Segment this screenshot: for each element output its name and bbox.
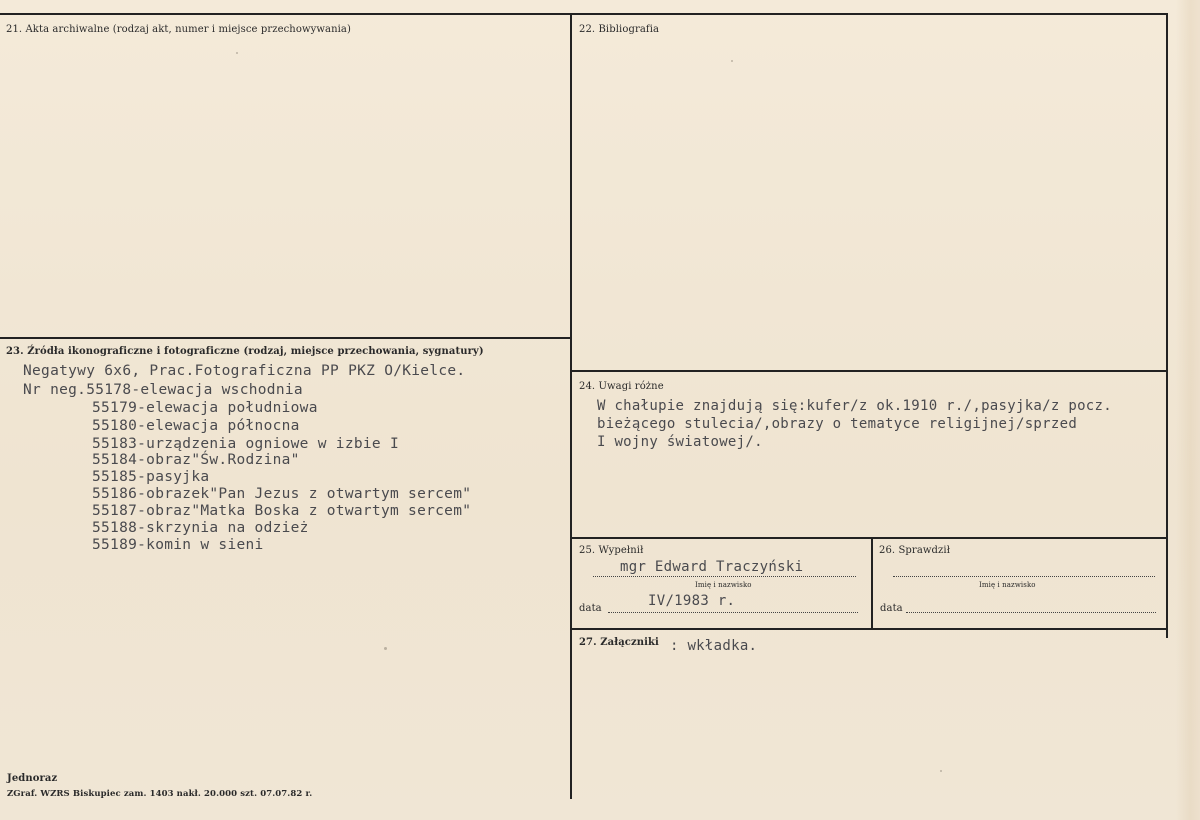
filled-by-date-label: data: [579, 603, 602, 614]
paper-speck: [236, 52, 238, 54]
divider-25-26: [871, 538, 873, 630]
field-23-line-9: 55187-obraz"Matka Boska z otwartym sercem": [92, 503, 472, 519]
filled-by-name: mgr Edward Traczyński: [620, 559, 804, 575]
filled-by-date: IV/1983 r.: [648, 593, 736, 609]
field-22-label: 22. Bibliografia: [579, 24, 660, 35]
rule-section-27: [571, 628, 1168, 630]
field-23-line-10: 55188-skrzynia na odzież: [92, 520, 309, 536]
field-21-label: 21. Akta archiwalne (rodzaj akt, numer i miejsce przechowywania): [6, 24, 351, 35]
checked-by-name-line: [893, 575, 1155, 577]
field-26-label: 26. Sprawdził: [879, 545, 951, 556]
paper-speck: [940, 770, 942, 772]
card-edge: [1176, 0, 1200, 820]
field-24-label: 24. Uwagi różne: [579, 381, 664, 392]
filled-by-date-line: [608, 611, 858, 613]
filled-by-name-line: [593, 575, 856, 577]
field-27-label: 27. Załączniki: [579, 637, 659, 648]
field-23-line-3: 55179-elewacja południowa: [92, 400, 318, 416]
field-24-line-2: bieżącego stulecia/,obrazy o tematyce religijnej/sprzed: [597, 416, 1078, 432]
field-23-line-7: 55185-pasyjka: [92, 469, 210, 485]
checked-by-date-line: [906, 611, 1156, 613]
checked-by-date-label: data: [880, 603, 903, 614]
field-23-line-6: 55184-obraz"Św.Rodzina": [92, 452, 300, 468]
top-rule: [0, 13, 1168, 15]
attachments-value: : wkładka.: [670, 638, 758, 654]
paper-speck: [384, 647, 387, 650]
paper-speck: [731, 60, 733, 62]
right-border: [1166, 14, 1168, 638]
field-23-line-11: 55189-komin w sieni: [92, 537, 264, 553]
field-23-line-1: Negatywy 6x6, Prac.Fotograficzna PP PKZ O/Kielce.: [23, 363, 466, 379]
field-23-label: 23. Źródła ikonograficzne i fotograficzne (rodzaj, miejsce przechowania, sygnatury): [6, 346, 484, 357]
checked-by-name-caption: Imię i nazwisko: [979, 581, 1036, 589]
rule-section-25: [571, 537, 1168, 539]
field-24-line-1: W chałupie znajdują się:kufer/z ok.1910 r./,pasyjka/z pocz.: [597, 398, 1112, 414]
center-divider: [570, 14, 572, 799]
footer-line-1: Jednoraz: [7, 773, 58, 784]
field-25-label: 25. Wypełnił: [579, 545, 644, 556]
footer-printer-info: ZGraf. WZRS Biskupiec zam. 1403 nakł. 20.000 szt. 07.07.82 r.: [7, 789, 313, 799]
filled-by-name-caption: Imię i nazwisko: [695, 581, 752, 589]
field-23-line-5: 55183-urządzenia ogniowe w izbie I: [92, 436, 400, 452]
field-23-line-2: Nr neg.55178-elewacja wschodnia: [23, 382, 303, 398]
rule-section-23: [0, 337, 571, 339]
field-23-line-8: 55186-obrazek"Pan Jezus z otwartym sercem": [92, 486, 472, 502]
rule-section-24: [571, 370, 1168, 372]
field-24-line-3: I wojny światowej/.: [597, 434, 763, 450]
field-23-line-4: 55180-elewacja północna: [92, 418, 300, 434]
